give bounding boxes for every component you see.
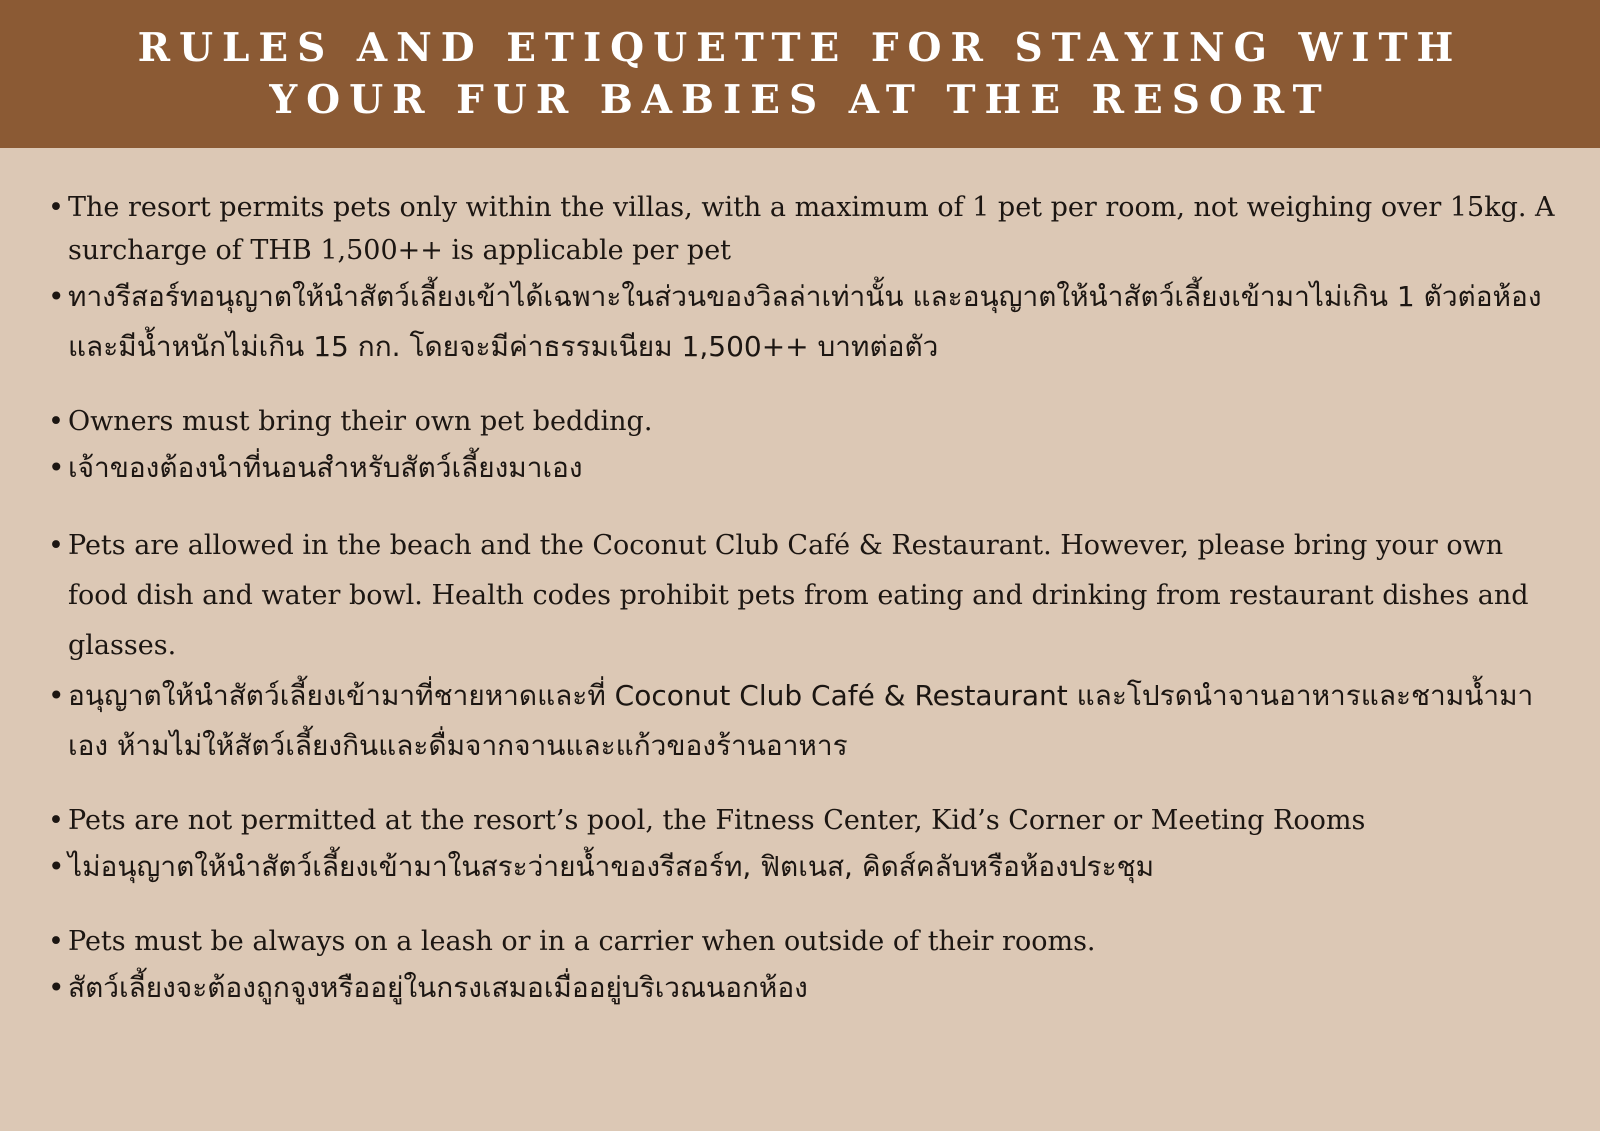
bullet-icon: • bbox=[48, 805, 64, 836]
rule-text-thai bbox=[48, 671, 1558, 771]
rule-english-text: Owners must bring their own pet bedding. bbox=[68, 406, 653, 437]
rule-text-thai bbox=[48, 443, 1558, 493]
rules-list bbox=[48, 186, 1558, 1041]
rule-text-english bbox=[48, 920, 1558, 963]
rule-text-english bbox=[48, 186, 1558, 272]
rule-thai-text: สัตว์เลี้ยงจะต้องถูกจูงหรืออยู่ในกรงเสมอเมื่ออยู่บริเวณนอกห้อง bbox=[68, 971, 808, 1004]
bullet-icon: • bbox=[48, 530, 64, 561]
page-title: RULES AND ETIQUETTE FOR STAYING WITH YOUR FUR BABIES AT THE RESORT bbox=[137, 25, 1463, 123]
rule-thai-text: ไม่อนุญาตให้นำสัตว์เลี้ยงเข้ามาในสระว่ายน้ำของรีสอร์ท, ฟิตเนส, คิดส์คลับหรือห้องประชุม bbox=[68, 850, 1155, 883]
rule-text-english bbox=[48, 400, 1558, 443]
bullet-icon: • bbox=[48, 406, 64, 437]
bullet-icon: • bbox=[48, 192, 64, 223]
rule-thai-text: ทางรีสอร์ทอนุญาตให้นำสัตว์เลี้ยงเข้าได้เฉพาะในส่วนของวิลล่าเท่านั้น และอนุญาตให้นำสัตว์เลี้ยงเข้ามาไม่เกิน 1 ตัวต่อห้อง และมีน้ำหนักไม่เกิน 15 กก. โดยจะมีค่าธรรมเนียม 1,500++ บาทต่อตัว bbox=[68, 280, 1542, 363]
bullet-icon: • bbox=[48, 280, 65, 313]
rule-text-thai bbox=[48, 963, 1558, 1013]
bullet-icon: • bbox=[48, 679, 65, 712]
rule-text-thai bbox=[48, 272, 1558, 372]
bullet-icon: • bbox=[48, 850, 65, 883]
bullet-icon: • bbox=[48, 451, 65, 484]
rule-english-text: Pets must be always on a leash or in a carrier when outside of their rooms. bbox=[68, 926, 1096, 957]
rule-thai-text: เจ้าของต้องนำที่นอนสำหรับสัตว์เลี้ยงมาเอง bbox=[68, 451, 583, 484]
rule-item-bedding bbox=[48, 400, 1558, 493]
rule-english-text: Pets are not permitted at the resort’s pool, the Fitness Center, Kid’s Corner or Meeting Rooms bbox=[68, 805, 1366, 836]
rule-english-text: The resort permits pets only within the villas, with a maximum of 1 pet per room, not weighing over 15kg. A surcharge of THB 1,500++ is applicable per pet bbox=[68, 192, 1555, 266]
rule-english-text: Pets are allowed in the beach and the Coconut Club Café & Restaurant. However, please bring your own food dish and water bowl. Health codes prohibit pets from eating and drinking from restaurant dishes and glasses. bbox=[68, 530, 1529, 661]
rule-item-pet-limit bbox=[48, 186, 1558, 372]
rule-text-thai bbox=[48, 842, 1558, 892]
rule-text-english bbox=[48, 521, 1558, 671]
title-banner bbox=[0, 0, 1600, 148]
rule-text-english bbox=[48, 799, 1558, 842]
bullet-icon: • bbox=[48, 971, 65, 1004]
rule-item-beach-restaurant bbox=[48, 521, 1558, 771]
rule-item-leash bbox=[48, 920, 1558, 1013]
bullet-icon: • bbox=[48, 926, 64, 957]
rule-item-restricted-areas bbox=[48, 799, 1558, 892]
rule-thai-text: อนุญาตให้นำสัตว์เลี้ยงเข้ามาที่ชายหาดและที่ Coconut Club Café & Restaurant และโปรดนำจานอาหารและชามน้ำมาเอง ห้ามไม่ให้สัตว์เลี้ยงกินและดื่มจากจานและแก้วของร้านอาหาร bbox=[68, 679, 1534, 762]
